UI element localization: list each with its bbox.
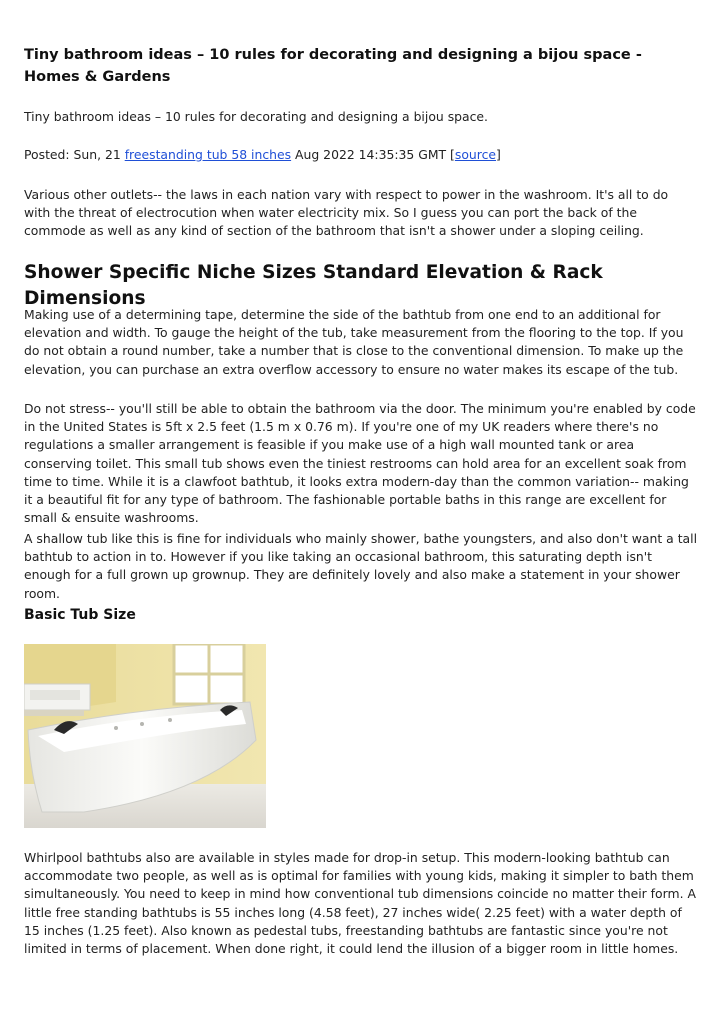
intro-paragraph: Tiny bathroom ideas – 10 rules for decorating and designing a bijou space. [24,109,488,124]
posted-line [24,146,698,164]
paragraph-whirlpool: Whirlpool bathtubs also are available in styles made for drop-in setup. This modern-looking bathtub can accommodate two people, as well as is optimal for families with young kids, making it simpler to bath them simultaneously. You need to keep in mind how conventional tub dimensions coincide no matter their form. A little free standing bathtubs is 55 inches long (4.58 feet), 27 inches wide( 2.25 feet) with a water depth of 15 inches (1.25 feet). Also known as pedestal tubs, freestanding bathtubs are fantastic since you're not limited in terms of placement. When done right, it could lend the illusion of a bigger room in little homes. [24,850,696,957]
source-link[interactable]: source [454,147,497,162]
posted-middle: Aug 2022 14:35:35 GMT [ [291,147,455,162]
section-heading-niche-sizes: Shower Specific Niche Sizes Standard Elevation & Rack Dimensions [24,262,603,309]
freestanding-tub-link[interactable]: freestanding tub 58 inches [124,147,292,162]
article-title: Tiny bathroom ideas – 10 rules for decorating and designing a bijou space - Homes & Gardens [24,47,642,85]
paragraph-measuring: Making use of a determining tape, determine the side of the bathtub from one end to an additional for elevation and width. To gauge the height of the tub, take measurement from the flooring to the top. If you do not obtain a round number, take a number that is close to the conventional dimension. To make up the elevation, you can purchase an extra overflow accessory to ensure no water makes its escape of the tub. [24,307,684,377]
bathtub-illustration [24,644,266,828]
paragraph-outlets: Various other outlets-- the laws in each nation vary with respect to power in the washroom. It's all to do with the threat of electrocution when water electricity mix. So I guess you can port the back of the commode as well as any kind of section of the bathroom that isn't a shower under a sloping ceiling. [24,187,669,239]
posted-prefix: Posted: Sun, 21 [24,147,125,162]
corner-bathtub-photo [24,644,266,828]
subheading-basic-tub-size: Basic Tub Size [24,607,136,623]
paragraph-do-not-stress: Do not stress-- you'll still be able to obtain the bathroom via the door. The minimum you're enabled by code in the United States is 5ft x 2.5 feet (1.5 m x 0.76 m). If you're one of my UK readers where there's no regulations a smaller arrangement is feasible if you make use of a high wall mounted tank or area conserving toilet. This small tub shows even the tiniest restrooms can hold area for an excellent soak from time to time. While it is a clawfoot bathtub, it looks extra modern-day than the common variation-- making it a beautiful fit for any type of bathroom. The fashionable portable baths in this range are excellent for small & ensuite washrooms. [24,401,696,526]
paragraph-shallow-tub: A shallow tub like this is fine for individuals who mainly shower, bathe youngsters, and also don't want a tall bathtub to action in to. However if you like taking an occasional bathroom, this saturating depth isn't enough for a full grown up grownup. They are definitely lovely and also make a statement in your shower room. [24,531,698,601]
posted-suffix: ] [496,147,501,162]
